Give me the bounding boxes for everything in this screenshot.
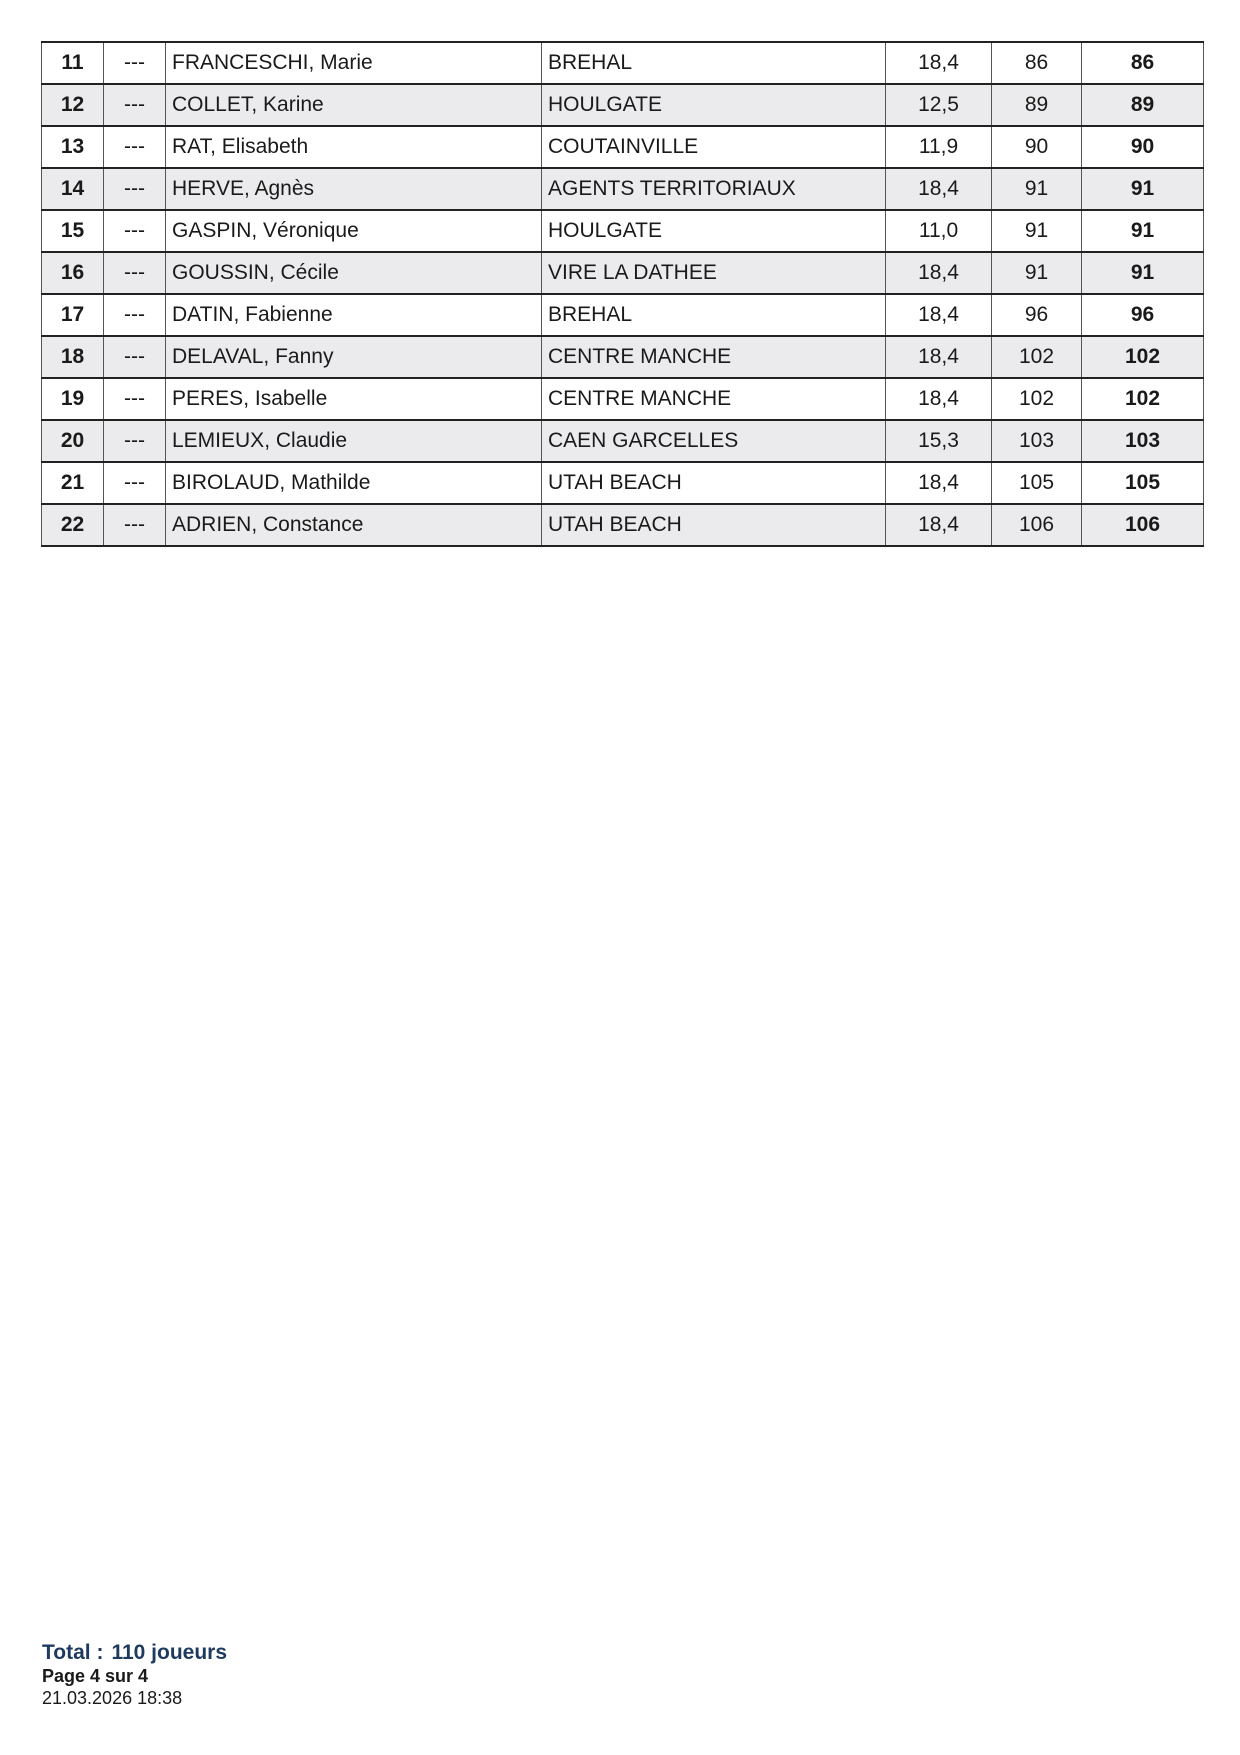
handicap-index-cell: 18,4 bbox=[886, 294, 992, 336]
player-name-cell: DELAVAL, Fanny bbox=[166, 336, 542, 378]
player-name-cell: BIROLAUD, Mathilde bbox=[166, 462, 542, 504]
score-cell: 90 bbox=[992, 126, 1082, 168]
table-row bbox=[42, 126, 1204, 168]
page-number: Page 4 sur 4 bbox=[42, 1666, 149, 1686]
rank-cell: 17 bbox=[42, 294, 104, 336]
placeholder-cell: --- bbox=[104, 252, 166, 294]
result-cell: 102 bbox=[1082, 378, 1204, 420]
placeholder-cell: --- bbox=[104, 504, 166, 546]
page-footer bbox=[42, 1640, 227, 1709]
placeholder-cell: --- bbox=[104, 210, 166, 252]
result-cell: 89 bbox=[1082, 84, 1204, 126]
placeholder-cell: --- bbox=[104, 462, 166, 504]
handicap-index-cell: 18,4 bbox=[886, 252, 992, 294]
result-cell: 103 bbox=[1082, 420, 1204, 462]
club-cell: VIRE LA DATHEE bbox=[542, 252, 886, 294]
table-row bbox=[42, 462, 1204, 504]
player-name-cell: LEMIEUX, Claudie bbox=[166, 420, 542, 462]
placeholder-cell: --- bbox=[104, 420, 166, 462]
total-label: Total : bbox=[42, 1641, 104, 1664]
club-cell: UTAH BEACH bbox=[542, 462, 886, 504]
table-row bbox=[42, 42, 1204, 84]
club-cell: AGENTS TERRITORIAUX bbox=[542, 168, 886, 210]
handicap-index-cell: 18,4 bbox=[886, 462, 992, 504]
rank-cell: 18 bbox=[42, 336, 104, 378]
player-name-cell: HERVE, Agnès bbox=[166, 168, 542, 210]
score-cell: 102 bbox=[992, 336, 1082, 378]
table-row bbox=[42, 420, 1204, 462]
result-cell: 86 bbox=[1082, 42, 1204, 84]
handicap-index-cell: 18,4 bbox=[886, 168, 992, 210]
placeholder-cell: --- bbox=[104, 294, 166, 336]
player-name-cell: PERES, Isabelle bbox=[166, 378, 542, 420]
placeholder-cell: --- bbox=[104, 42, 166, 84]
score-cell: 89 bbox=[992, 84, 1082, 126]
score-cell: 91 bbox=[992, 252, 1082, 294]
handicap-index-cell: 12,5 bbox=[886, 84, 992, 126]
print-timestamp: 21.03.2026 18:38 bbox=[42, 1688, 183, 1708]
handicap-index-cell: 18,4 bbox=[886, 336, 992, 378]
rank-cell: 15 bbox=[42, 210, 104, 252]
handicap-index-cell: 18,4 bbox=[886, 504, 992, 546]
player-name-cell: FRANCESCHI, Marie bbox=[166, 42, 542, 84]
table-row bbox=[42, 504, 1204, 546]
result-cell: 91 bbox=[1082, 252, 1204, 294]
club-cell: COUTAINVILLE bbox=[542, 126, 886, 168]
result-cell: 106 bbox=[1082, 504, 1204, 546]
player-name-cell: RAT, Elisabeth bbox=[166, 126, 542, 168]
table-row bbox=[42, 84, 1204, 126]
score-cell: 86 bbox=[992, 42, 1082, 84]
total-count: 110 joueurs bbox=[111, 1641, 227, 1664]
table-row bbox=[42, 168, 1204, 210]
total-players bbox=[42, 1640, 227, 1666]
rank-cell: 20 bbox=[42, 420, 104, 462]
results-table bbox=[41, 41, 1204, 547]
club-cell: CENTRE MANCHE bbox=[542, 336, 886, 378]
table-row bbox=[42, 378, 1204, 420]
rank-cell: 12 bbox=[42, 84, 104, 126]
placeholder-cell: --- bbox=[104, 378, 166, 420]
results-table-body bbox=[42, 42, 1204, 546]
result-cell: 91 bbox=[1082, 210, 1204, 252]
table-row bbox=[42, 294, 1204, 336]
club-cell: HOULGATE bbox=[542, 210, 886, 252]
handicap-index-cell: 15,3 bbox=[886, 420, 992, 462]
rank-cell: 19 bbox=[42, 378, 104, 420]
table-row bbox=[42, 252, 1204, 294]
handicap-index-cell: 18,4 bbox=[886, 42, 992, 84]
rank-cell: 11 bbox=[42, 42, 104, 84]
table-row bbox=[42, 210, 1204, 252]
club-cell: HOULGATE bbox=[542, 84, 886, 126]
club-cell: CENTRE MANCHE bbox=[542, 378, 886, 420]
club-cell: BREHAL bbox=[542, 294, 886, 336]
result-cell: 105 bbox=[1082, 462, 1204, 504]
player-name-cell: GOUSSIN, Cécile bbox=[166, 252, 542, 294]
club-cell: UTAH BEACH bbox=[542, 504, 886, 546]
player-name-cell: DATIN, Fabienne bbox=[166, 294, 542, 336]
score-cell: 102 bbox=[992, 378, 1082, 420]
rank-cell: 21 bbox=[42, 462, 104, 504]
player-name-cell: GASPIN, Véronique bbox=[166, 210, 542, 252]
handicap-index-cell: 11,0 bbox=[886, 210, 992, 252]
placeholder-cell: --- bbox=[104, 336, 166, 378]
result-cell: 90 bbox=[1082, 126, 1204, 168]
handicap-index-cell: 18,4 bbox=[886, 378, 992, 420]
placeholder-cell: --- bbox=[104, 84, 166, 126]
result-cell: 91 bbox=[1082, 168, 1204, 210]
placeholder-cell: --- bbox=[104, 168, 166, 210]
player-name-cell: COLLET, Karine bbox=[166, 84, 542, 126]
table-row bbox=[42, 336, 1204, 378]
club-cell: BREHAL bbox=[542, 42, 886, 84]
player-name-cell: ADRIEN, Constance bbox=[166, 504, 542, 546]
result-cell: 102 bbox=[1082, 336, 1204, 378]
rank-cell: 14 bbox=[42, 168, 104, 210]
score-cell: 103 bbox=[992, 420, 1082, 462]
score-cell: 105 bbox=[992, 462, 1082, 504]
score-cell: 96 bbox=[992, 294, 1082, 336]
rank-cell: 22 bbox=[42, 504, 104, 546]
rank-cell: 16 bbox=[42, 252, 104, 294]
handicap-index-cell: 11,9 bbox=[886, 126, 992, 168]
rank-cell: 13 bbox=[42, 126, 104, 168]
club-cell: CAEN GARCELLES bbox=[542, 420, 886, 462]
result-cell: 96 bbox=[1082, 294, 1204, 336]
placeholder-cell: --- bbox=[104, 126, 166, 168]
score-cell: 91 bbox=[992, 210, 1082, 252]
score-cell: 91 bbox=[992, 168, 1082, 210]
score-cell: 106 bbox=[992, 504, 1082, 546]
